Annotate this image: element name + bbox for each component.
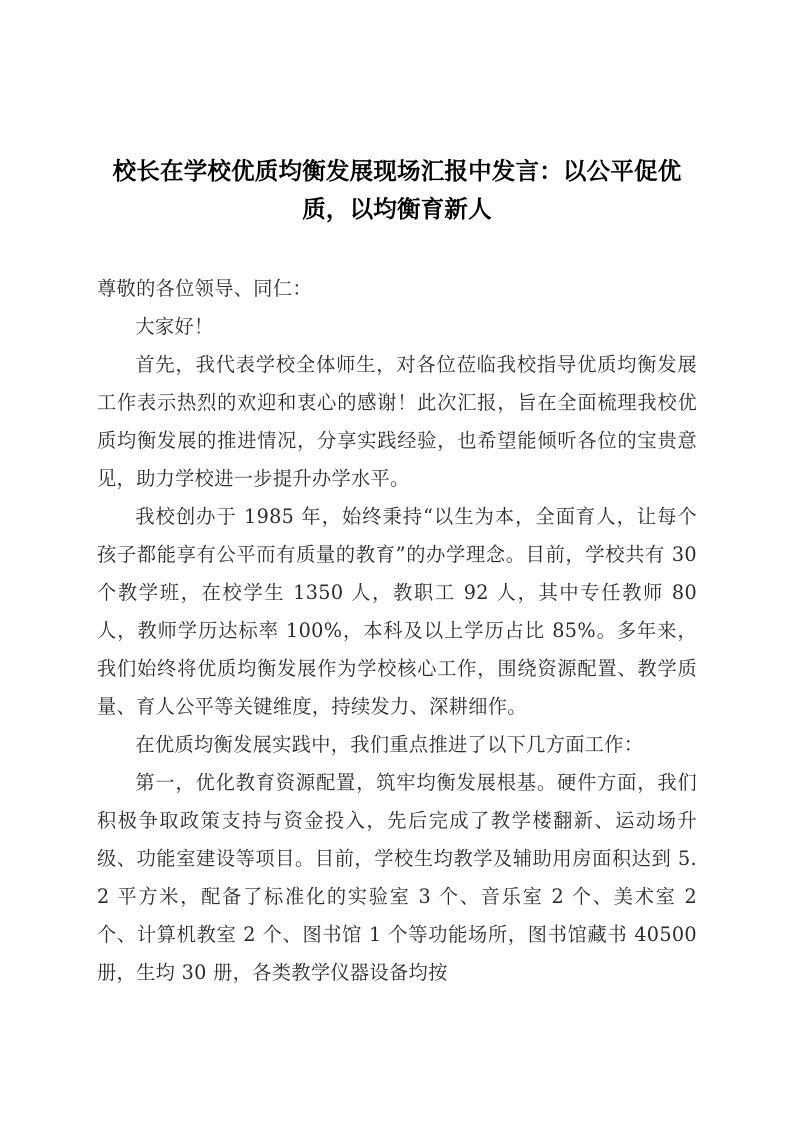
document-body — [97, 152, 697, 992]
body-paragraph-3: 在优质均衡发展实践中，我们重点推进了以下几方面工作： — [135, 733, 644, 756]
body-paragraph-1: 首先，我代表学校全体师生，对各位莅临我校指导优质均衡发展工作表示热烈的欢迎和衷心的感谢！此次汇报，旨在全面梳理我校优质均衡发展的推进情况，分享实践经验，也希望能倾听各位的宝贵意见，助力学校进一步提升办学水平。 — [97, 353, 697, 490]
page-title: 校长在学校优质均衡发展现场汇报中发言：以公平促优质，以均衡育新人 — [112, 158, 682, 222]
body-paragraph-2: 我校创办于 1985 年，始终秉持“以生为本，全面育人，让每个孩子都能享有公平而有质量的教育”的办学理念。目前，学校共有 30 个教学班，在校学生 1350 人，教职工 92 人，其中专任教师 80 人，教师学历达标率 100%，本科及以上学历占比 85%。多年来，我们始终将优质均衡发展作为学校核心工作，围绕资源配置、教学质量、育人公平等关键维度，持续发力、深耕细作。 — [97, 505, 697, 718]
greeting-line: 大家好！ — [135, 315, 214, 338]
salutation-line: 尊敬的各位领导、同仁： — [97, 277, 312, 300]
body-paragraph-4: 第一，优化教育资源配置，筑牢均衡发展根基。硬件方面，我们积极争取政策支持与资金投入，先后完成了教学楼翻新、运动场升级、功能室建设等项目。目前，学校生均教学及辅助用房面积达到 5.2 平方米，配备了标准化的实验室 3 个、音乐室 2 个、美术室 2 个、计算机教室 2 个、图书馆 1 个等功能场所，图书馆藏书 40500 册，生均 30 册，各类教学仪器设备均按 — [97, 771, 697, 984]
